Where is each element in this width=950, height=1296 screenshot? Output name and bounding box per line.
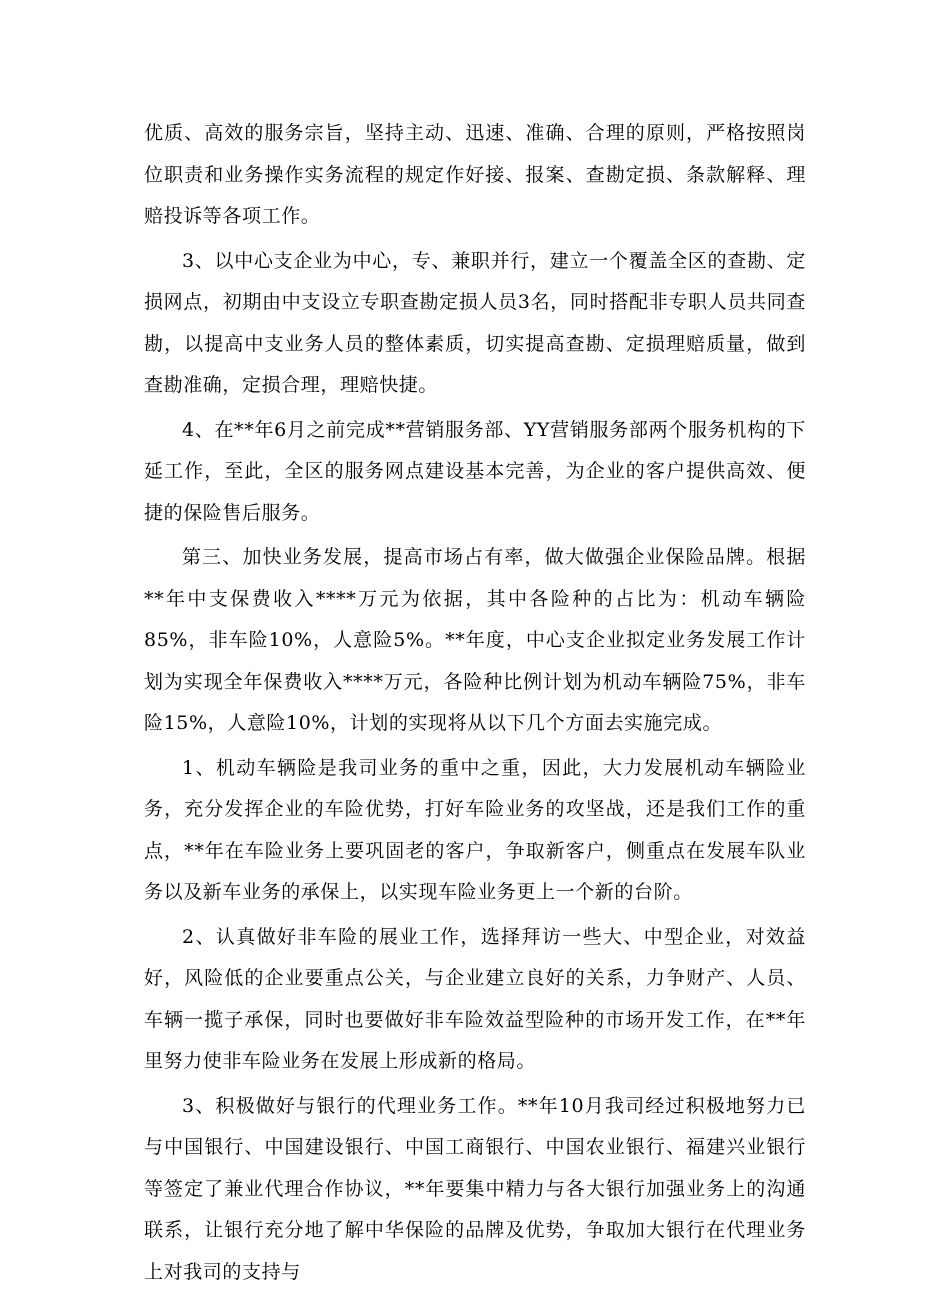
paragraph-3: 4、在**年6月之前完成**营销服务部、YY营销服务部两个服务机构的下延工作，至此，全区的服务网点建设基本完善，为企业的客户提供高效、便捷的保险售后服务。 — [144, 418, 806, 524]
paragraph-2: 3、以中心支企业为中心，专、兼职并行，建立一个覆盖全区的查勘、定损网点，初期由中支设立专职查勘定损人员3名，同时搭配非专职人员共同查勘，以提高中支业务人员的整体素质，切实提高查勘、定损理赔质量，做到查勘准确，定损合理，理赔快捷。 — [144, 249, 806, 396]
paragraph-5: 1、机动车辆险是我司业务的重中之重，因此，大力发展机动车辆险业务，充分发挥企业的车险优势，打好车险业务的攻坚战，还是我们工作的重点，**年在车险业务上要巩固老的客户，争取新客户，侧重点在发展车队业务以及新车业务的承保上，以实现车险业务更上一个新的台阶。 — [144, 756, 806, 903]
document-body — [144, 113, 806, 1296]
paragraph-1: 优质、高效的服务宗旨，坚持主动、迅速、准确、合理的原则，严格按照岗位职责和业务操作实务流程的规定作好接、报案、查勘定损、条款解释、理赔投诉等各项工作。 — [144, 122, 806, 227]
paragraph-7: 3、积极做好与银行的代理业务工作。**年10月我司经过积极地努力已与中国银行、中国建设银行、中国工商银行、中国农业银行、福建兴业银行等签定了兼业代理合作协议，**年要集中精力与各大银行加强业务上的沟通联系，让银行充分地了解中华保险的品牌及优势，争取加大银行在代理业务上对我司的支持与 — [144, 1094, 806, 1283]
paragraph-6: 2、认真做好非车险的展业工作，选择拜访一些大、中型企业，对效益好，风险低的企业要重点公关，与企业建立良好的关系，力争财产、人员、车辆一揽子承保，同时也要做好非车险效益型险种的市场开发工作，在**年里努力使非车险业务在发展上形成新的格局。 — [144, 925, 806, 1072]
paragraph-4: 第三、加快业务发展，提高市场占有率，做大做强企业保险品牌。根据**年中支保费收入****万元为依据，其中各险种的占比为：机动车辆险85%，非车险10%，人意险5%。**年度，中心支企业拟定业务发展工作计划为实现全年保费收入****万元，各险种比例计划为机动车辆险75%，非车险15%，人意险10%，计划的实现将从以下几个方面去实施完成。 — [144, 546, 806, 734]
